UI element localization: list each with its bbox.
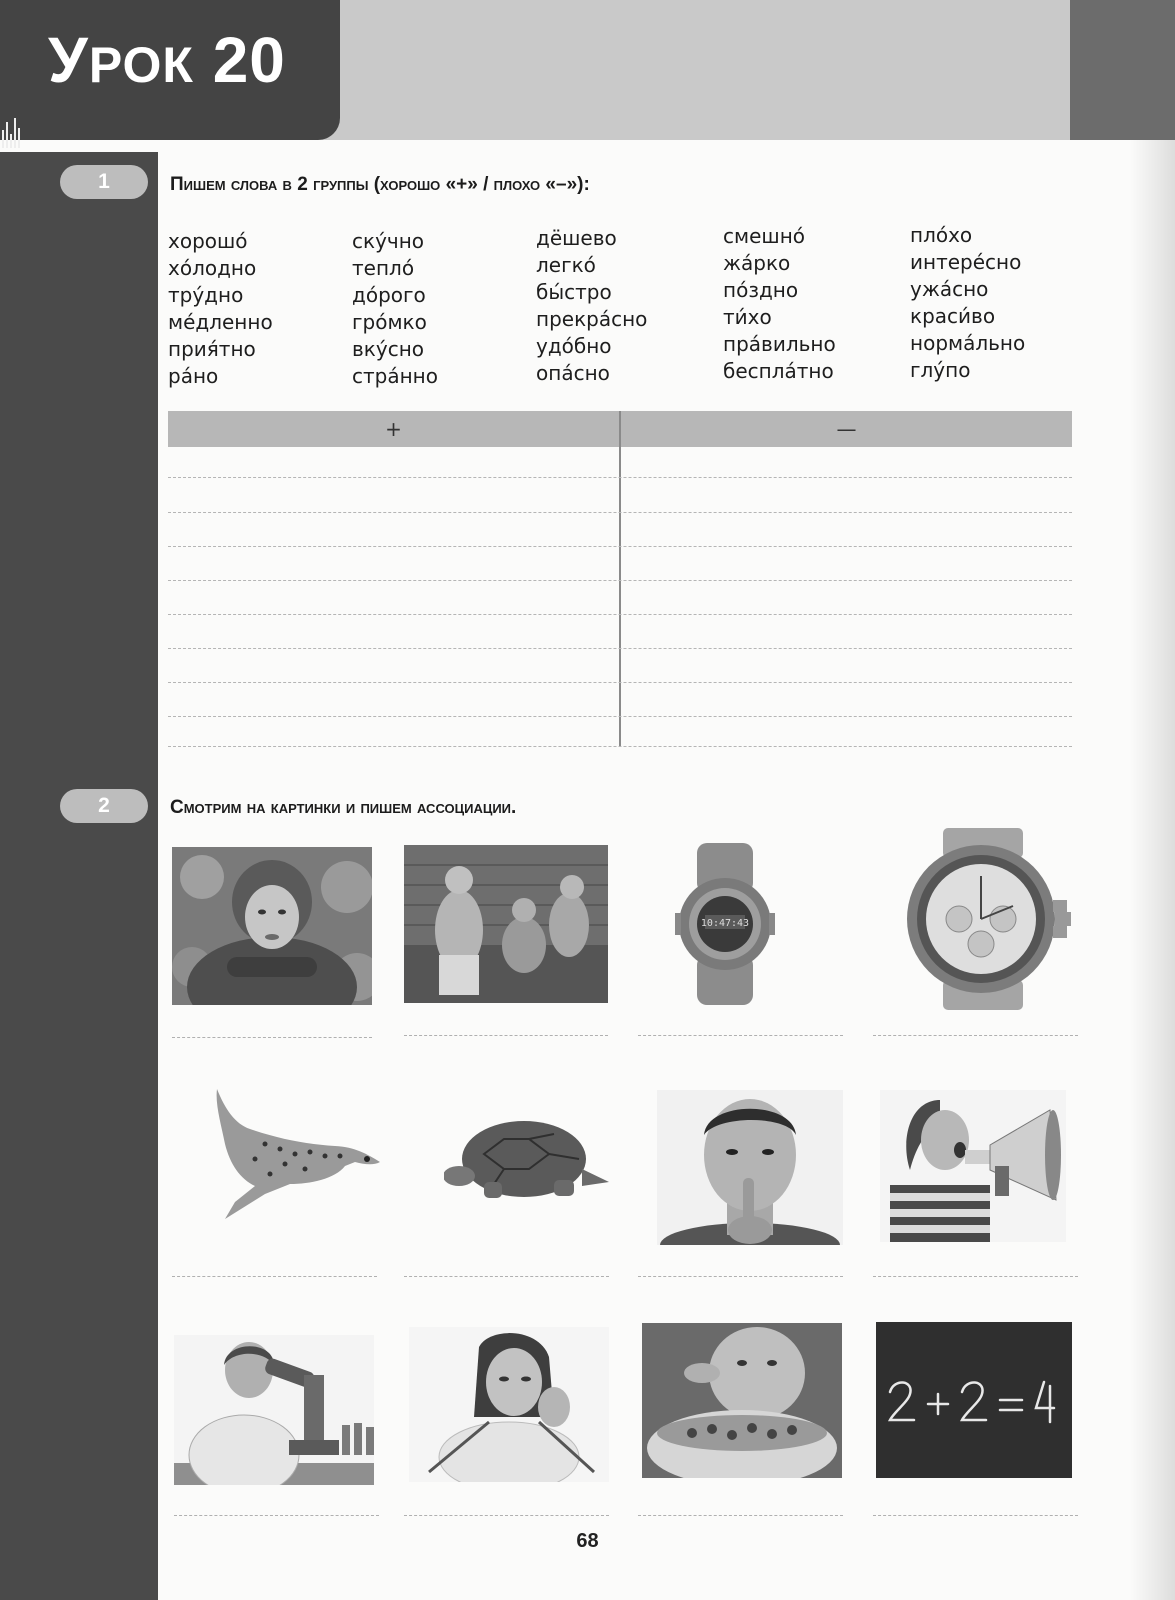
word: пра́вильно bbox=[723, 332, 836, 356]
cheetah-image bbox=[195, 1084, 395, 1224]
task-2-badge bbox=[60, 789, 148, 823]
word: удо́бно bbox=[536, 334, 612, 358]
word: гро́мко bbox=[352, 310, 427, 334]
writing-line[interactable] bbox=[168, 648, 1072, 649]
word: стра́нно bbox=[352, 364, 438, 388]
lesson-title: УРОК 20 bbox=[48, 24, 286, 96]
writing-line[interactable] bbox=[404, 1276, 609, 1277]
writing-line[interactable] bbox=[168, 477, 1072, 478]
chalkboard-photo bbox=[876, 1322, 1072, 1478]
writing-line[interactable] bbox=[404, 1515, 609, 1516]
digital-watch-image bbox=[675, 843, 775, 1005]
writing-line[interactable] bbox=[873, 1515, 1078, 1516]
word: смешно́ bbox=[723, 224, 806, 248]
word: ме́дленно bbox=[168, 310, 273, 334]
word: тепло́ bbox=[352, 256, 415, 280]
lesson-title-tab bbox=[0, 0, 340, 140]
bored-girl-photo bbox=[409, 1327, 609, 1482]
task-2-number: 2 bbox=[98, 794, 110, 817]
word: норма́льно bbox=[910, 331, 1026, 355]
writing-line[interactable] bbox=[172, 1037, 372, 1038]
turtle-image bbox=[444, 1114, 614, 1204]
word-column-5 bbox=[910, 222, 1025, 384]
writing-line[interactable] bbox=[172, 1276, 377, 1277]
word: краси́во bbox=[910, 304, 996, 328]
word: ску́чно bbox=[352, 229, 425, 253]
word: глу́по bbox=[910, 358, 971, 382]
writing-line[interactable] bbox=[404, 1035, 608, 1036]
writing-line[interactable] bbox=[168, 580, 1072, 581]
task-1-number: 1 bbox=[98, 170, 110, 193]
instruction-text: Пишем слова в bbox=[170, 174, 298, 195]
writing-line[interactable] bbox=[873, 1276, 1078, 1277]
writing-line[interactable] bbox=[168, 614, 1072, 615]
task-2-instruction: Смотрим на картинки и пишем ассоциации. bbox=[170, 797, 517, 818]
word-column-3 bbox=[536, 225, 647, 387]
writing-line[interactable] bbox=[174, 1515, 379, 1516]
writing-line[interactable] bbox=[168, 682, 1072, 683]
writing-line[interactable] bbox=[168, 746, 1072, 747]
task-1-badge bbox=[60, 165, 148, 199]
page-edge-shadow bbox=[1130, 140, 1175, 1600]
word: легко́ bbox=[536, 253, 596, 277]
writing-line[interactable] bbox=[638, 1035, 843, 1036]
word: прия́тно bbox=[168, 337, 256, 361]
writing-line[interactable] bbox=[638, 1276, 843, 1277]
word: прекра́сно bbox=[536, 307, 648, 331]
writing-line[interactable] bbox=[168, 716, 1072, 717]
word: интере́сно bbox=[910, 250, 1022, 274]
word-column-2 bbox=[352, 228, 438, 390]
word: ужа́сно bbox=[910, 277, 989, 301]
word: хорошо́ bbox=[168, 229, 248, 253]
sorting-table bbox=[168, 411, 1072, 747]
word: до́рого bbox=[352, 283, 426, 307]
word: хо́лодно bbox=[168, 256, 257, 280]
megaphone-woman-photo bbox=[880, 1090, 1066, 1242]
quiet-man-photo bbox=[657, 1090, 843, 1245]
word: опа́сно bbox=[536, 361, 610, 385]
page-number: 68 bbox=[576, 1530, 599, 1552]
writing-line[interactable] bbox=[638, 1515, 843, 1516]
word: дёшево bbox=[536, 226, 617, 250]
word: ти́хо bbox=[723, 305, 772, 329]
word: ра́но bbox=[168, 364, 219, 388]
column-divider bbox=[619, 411, 621, 747]
word-column-1 bbox=[168, 228, 273, 390]
word: беспла́тно bbox=[723, 359, 834, 383]
word: бы́стро bbox=[536, 280, 612, 304]
word-column-4 bbox=[723, 223, 836, 385]
writing-line[interactable] bbox=[873, 1035, 1078, 1036]
writing-line[interactable] bbox=[168, 512, 1072, 513]
boy-microscope-photo bbox=[174, 1335, 374, 1485]
writing-line[interactable] bbox=[168, 546, 1072, 547]
word: пло́хо bbox=[910, 223, 973, 247]
chronograph-watch-image bbox=[893, 828, 1073, 1010]
svg-text:10:47:43: 10:47:43 bbox=[700, 918, 750, 929]
cold-woman-photo bbox=[172, 847, 372, 1005]
header-shade bbox=[1070, 0, 1175, 140]
task-1-instruction bbox=[170, 174, 590, 196]
minus-column-header: — bbox=[836, 417, 857, 441]
sauna-photo bbox=[404, 845, 608, 1003]
left-margin-band bbox=[0, 140, 158, 1600]
plus-column-header: + bbox=[385, 417, 402, 441]
word: вку́сно bbox=[352, 337, 425, 361]
word: по́здно bbox=[723, 278, 799, 302]
word: жа́рко bbox=[723, 251, 791, 275]
instruction-number: 2 bbox=[297, 174, 308, 195]
child-eating-cake-photo bbox=[642, 1323, 842, 1478]
instruction-text: группы (хорошо «+» / плохо «–»): bbox=[307, 174, 590, 195]
word: тру́дно bbox=[168, 283, 244, 307]
decorative-bars bbox=[2, 108, 24, 148]
